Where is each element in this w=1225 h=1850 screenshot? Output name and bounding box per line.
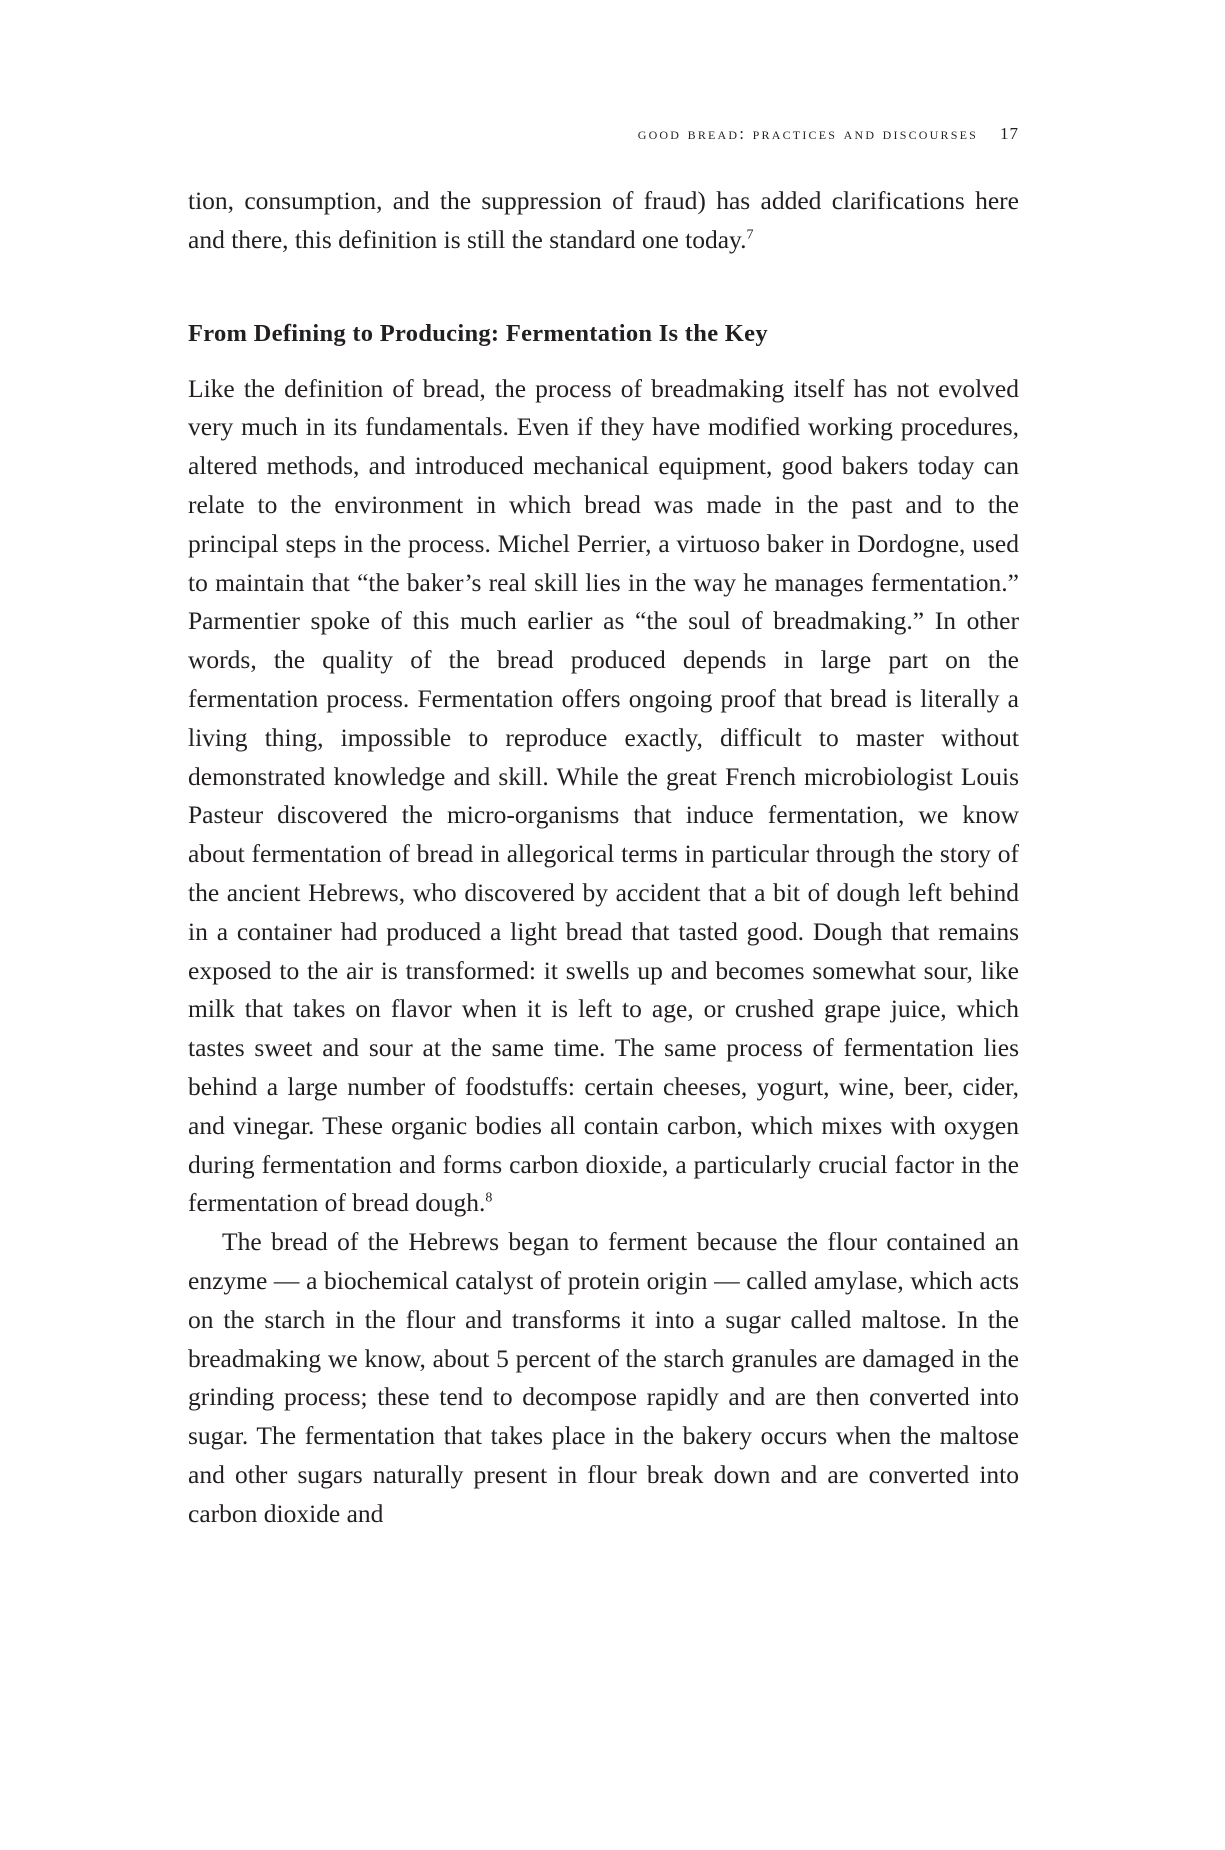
paragraph-text: Like the definition of bread, the process of breadmaking itself has not evolved very much in its fundamentals. Even if they have modified working procedures, altered methods, and introduced mechanical equipment, good bakers today can relate to the environment in which bread was made in the past and to the principal steps in the process. Michel Perrier, a virtuoso baker in Dordogne, used to maintain that “the baker’s real skill lies in the way he manages fermentation.” Parmentier spoke of this much earlier as “the soul of breadmaking.” In other words, the quality of the bread produced depends in large part on the fermentation process. Fermentation offers ongoing proof that bread is literally a living thing, impossible to reproduce exactly, difficult to master without demonstrated knowledge and skill. While the great French microbiologist Louis Pasteur discovered the micro-organisms that induce fermentation, we know about fermentation of bread in allegorical terms in particular through the story of the ancient Hebrews, who discovered by accident that a bit of dough left behind in a container had produced a light bread that tasted good. Dough that remains exposed to the air is transformed: it swells up and becomes somewhat sour, like milk that takes on flavor when it is left to age, or crushed grape juice, which tastes sweet and sour at the same time. The same process of fermentation lies behind a large number of foodstuffs: certain cheeses, yogurt, wine, beer, cider, and vinegar. These organic bodies all contain carbon, which mixes with oxygen during fermentation and forms carbon dioxide, a particularly crucial factor in the fermentation of bread dough.: [188, 373, 1019, 1218]
footnote-marker: 8: [485, 1190, 493, 1206]
running-head: [188, 124, 1019, 144]
paragraph: [188, 370, 1019, 1224]
footnote-marker: 7: [746, 227, 754, 243]
page-number: 17: [1000, 124, 1019, 143]
section-heading: From Defining to Producing: Fermentation Is the Key: [188, 319, 768, 347]
running-head-title: good bread: practices and discourses: [637, 124, 978, 143]
paragraph-text: tion, consumption, and the suppression of fraud) has added clarifications here and there, this definition is still the standard one today.: [188, 186, 1019, 254]
body-text: [188, 182, 1019, 1534]
paragraph: [188, 1223, 1019, 1533]
paragraph-text: The bread of the Hebrews began to ferment because the flour contained an enzyme — a biochemical catalyst of protein origin — called amylase, which acts on the starch in the flour and transforms it into a sugar called maltose. In the breadmaking we know, about 5 percent of the starch granules are damaged in the grinding process; these tend to decompose rapidly and are then converted into sugar. The fermentation that takes place in the bakery occurs when the maltose and other sugars naturally present in flour break down and are converted into carbon dioxide and: [188, 1227, 1019, 1528]
paragraph-continued: [188, 182, 1019, 260]
